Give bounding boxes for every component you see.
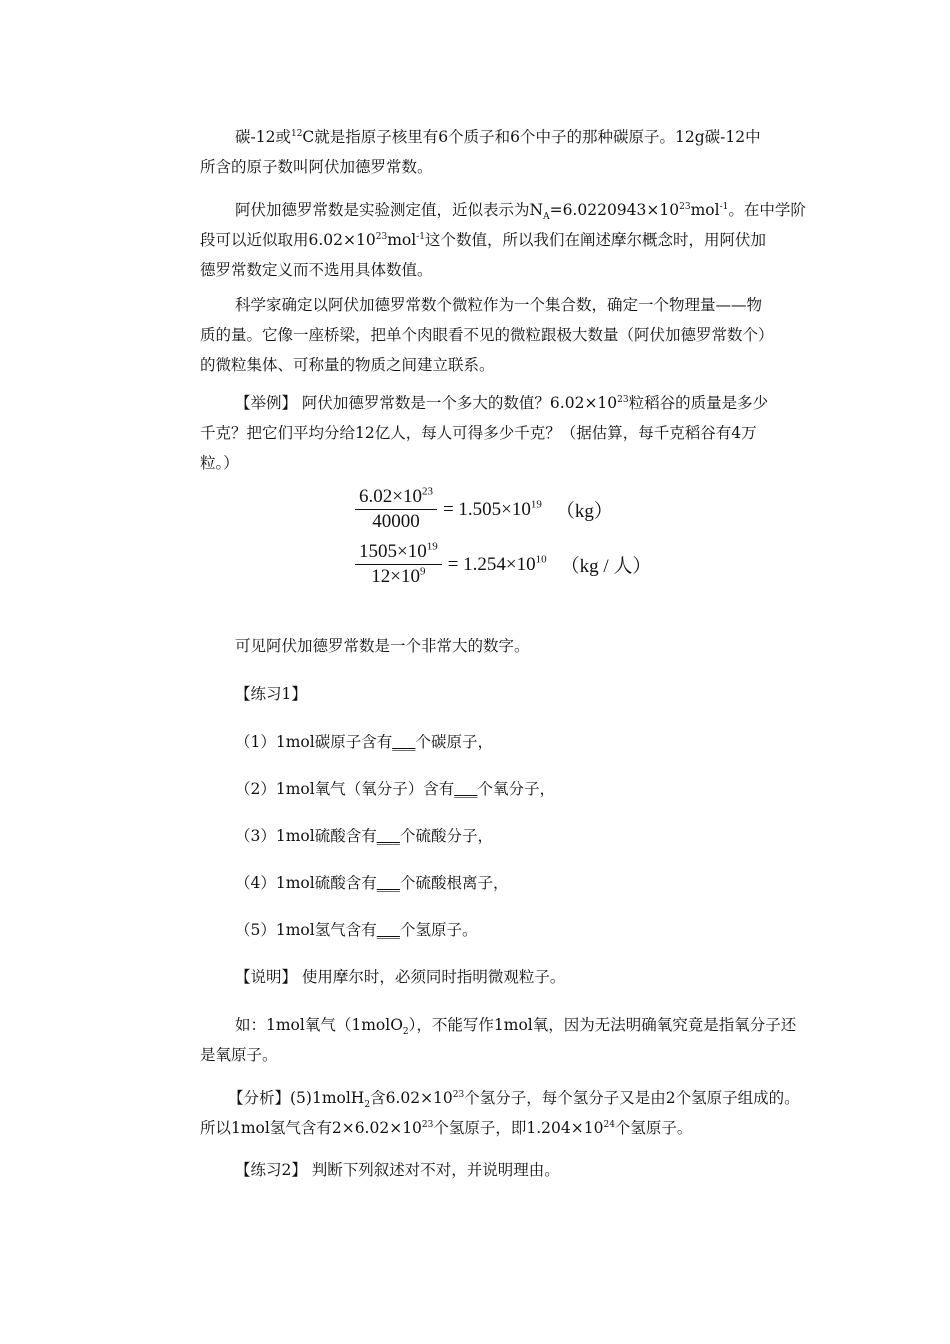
text: = 1.254×10 (447, 553, 536, 575)
paragraph-oxygen-example (200, 1010, 810, 1070)
paragraph-note (200, 962, 810, 992)
text: （1）1mol碳原子含有 (235, 733, 393, 751)
text: 个硫酸分子， (399, 827, 493, 845)
line: 的微粒集体、可称量的物质之间建立联系。 (200, 356, 495, 374)
text: 这个数值，所以我们在阐述摩尔概念时，用阿伏加 (424, 231, 766, 249)
numerator (355, 486, 437, 510)
text: =6.0220943×10 (549, 201, 680, 219)
formula-row-1 (355, 486, 613, 533)
superscript: 19 (530, 498, 542, 511)
line (200, 774, 810, 804)
superscript: 23 (421, 1119, 434, 1130)
exercise-4 (200, 868, 810, 898)
superscript: 24 (603, 1119, 615, 1130)
practice-1-heading (200, 679, 810, 709)
formula-row-2 (355, 541, 651, 588)
text: C就是指原子核里有6个质子和6个中子的那种碳原子。12g碳-12中 (302, 128, 761, 146)
text: 碳-12或 (235, 128, 291, 146)
superscript: 23 (679, 201, 691, 212)
fraction (355, 541, 442, 588)
fraction (355, 486, 437, 533)
line (200, 915, 810, 945)
line (200, 388, 810, 418)
fill-blank: ___ (376, 827, 400, 845)
text: 个氧分子， (477, 780, 555, 798)
line (200, 122, 810, 152)
text: 个氢分子，每个氢分子又是由2个氢原子组成的。 (464, 1089, 800, 1107)
paragraph-conclusion (200, 631, 810, 661)
paragraph-avogadro-value (200, 195, 810, 285)
text: 粒稻谷的质量是多少 (628, 394, 769, 412)
line: 科学家确定以阿伏加德罗常数个微粒作为一个集合数，确定一个物理量——物 (235, 296, 763, 314)
unit: （kg） (555, 501, 613, 522)
text: （3）1mol硫酸含有 (235, 827, 377, 845)
denominator (367, 565, 429, 588)
line: 可见阿伏加德罗常数是一个非常大的数字。 (235, 637, 530, 655)
line: 粒。） (200, 454, 239, 472)
text: 个碳原子， (415, 733, 493, 751)
numerator (355, 541, 442, 565)
line: 【练习1】 (235, 685, 307, 703)
exercise-1 (200, 727, 810, 757)
superscript: 23 (452, 1089, 465, 1100)
text: = 1.505×10 (442, 498, 531, 520)
text: 个氢原子，即1.204×10 (433, 1119, 604, 1137)
paragraph-mole-concept (200, 290, 810, 380)
superscript: 12 (290, 128, 303, 139)
text: mol (387, 231, 417, 249)
superscript: 10 (535, 553, 547, 566)
exercise-5 (200, 915, 810, 945)
superscript: 23 (375, 231, 388, 242)
practice-2-heading (200, 1155, 810, 1185)
line: 质的量。它像一座桥梁，把单个肉眼看不见的微粒跟极大数量（阿伏加德罗常数个） (200, 326, 774, 344)
line (200, 1010, 810, 1040)
line (200, 1083, 820, 1113)
fill-blank: ___ (392, 733, 416, 751)
text: （2）1mol氧气（氧分子）含有 (235, 780, 455, 798)
fill-blank: ___ (376, 874, 400, 892)
superscript: 19 (426, 540, 438, 553)
text: 阿伏加德罗常数是实验测定值，近似表示为N (235, 201, 544, 219)
text: 含6.02×10 (370, 1089, 453, 1107)
line: 【练习2】 判断下列叙述对不对，并说明理由。 (235, 1161, 560, 1179)
subscript: 2 (364, 1100, 371, 1111)
text: 【举例】 阿伏加德罗常数是一个多大的数值？6.02×10 (235, 394, 618, 412)
paragraph-analysis (200, 1083, 820, 1143)
superscript: 23 (421, 485, 433, 498)
line: 是氧原子。 (200, 1046, 278, 1064)
result (443, 499, 542, 521)
text: （4）1mol硫酸含有 (235, 874, 377, 892)
text: 【分析】(5)1molH (228, 1089, 365, 1107)
line (200, 868, 810, 898)
line: 千克？把它们平均分给12亿人，每人可得多少千克？（据估算，每千克稻谷有4万 (200, 424, 757, 442)
result (448, 554, 547, 576)
text: 1505×10 (359, 541, 427, 562)
subscript: A (543, 212, 550, 223)
text: 12×10 (371, 566, 420, 587)
subscript: 2 (402, 1027, 409, 1038)
fill-blank: ___ (454, 780, 478, 798)
text: 个硫酸根离子， (399, 874, 509, 892)
line: 德罗常数定义而不选用具体数值。 (200, 261, 433, 279)
denominator: 40000 (372, 511, 420, 532)
text: 段可以近似取用6.02×10 (200, 231, 376, 249)
text: （5）1mol氢气含有 (235, 921, 377, 939)
text: 如：1mol氧气（1molO (235, 1016, 403, 1034)
formula-calculation (355, 486, 655, 596)
superscript: 9 (419, 565, 426, 578)
line (200, 1113, 820, 1143)
text: 所以1mol氢气含有2×6.02×10 (200, 1119, 422, 1137)
text: 个氢原子。 (614, 1119, 693, 1137)
exercise-2 (200, 774, 810, 804)
paragraph-example (200, 388, 810, 478)
text: 6.02×10 (359, 486, 422, 507)
superscript: -1 (416, 231, 425, 242)
superscript: 23 (617, 394, 629, 405)
line: 【说明】 使用摩尔时，必须同时指明微观粒子。 (235, 968, 566, 986)
paragraph-carbon-12 (200, 122, 810, 182)
line (200, 727, 810, 757)
text: 。在中学阶 (728, 201, 806, 219)
text: mol (690, 201, 720, 219)
text: 个氢原子。 (399, 921, 478, 939)
exercise-3 (200, 821, 810, 851)
line: 所含的原子数叫阿伏加德罗常数。 (200, 158, 433, 176)
line (200, 821, 810, 851)
fill-blank: ___ (376, 921, 400, 939)
line (200, 195, 810, 225)
superscript: -1 (719, 201, 729, 212)
text: ），不能写作1mol氧，因为无法明确氧究竟是指氧分子还 (408, 1016, 797, 1034)
line (200, 225, 810, 255)
unit: （kg / 人） (560, 556, 652, 577)
